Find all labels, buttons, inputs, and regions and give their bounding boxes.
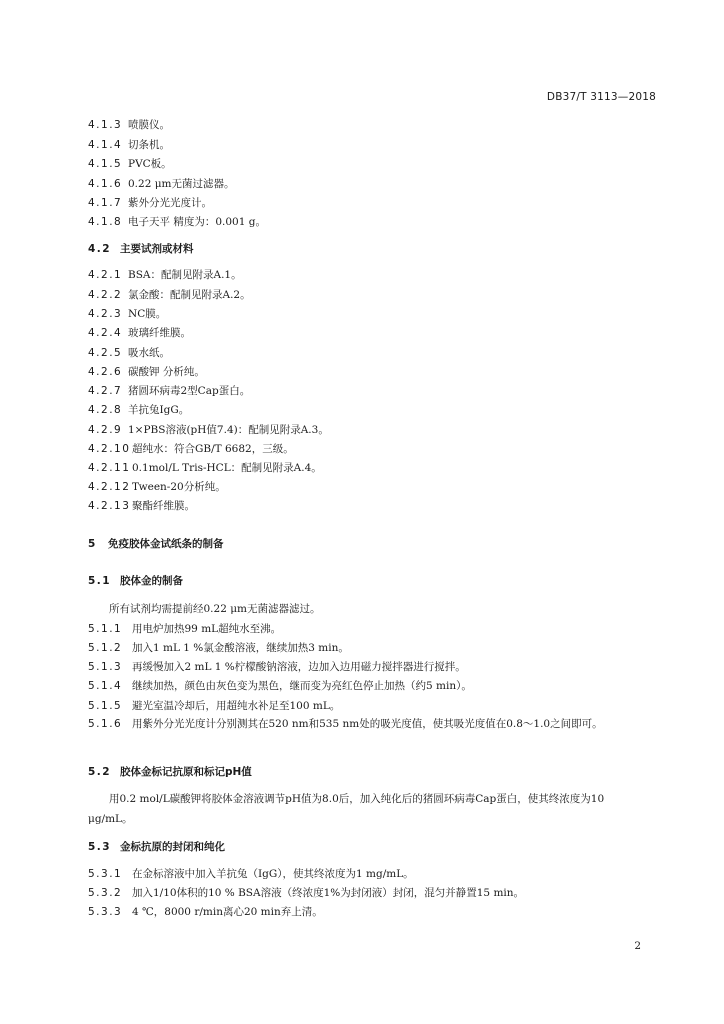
list-item: 4.1.3 喷膜仪。 bbox=[88, 119, 170, 131]
list-item: 4.2.5 吸水纸。 bbox=[88, 347, 170, 359]
chapter-heading: 5 免疫胶体金试纸条的制备 bbox=[88, 538, 224, 550]
list-item: 4.2.10 超纯水：符合GB/T 6682，三级。 bbox=[88, 443, 294, 455]
list-item: 5.3.1 在金标溶液中加入羊抗兔（IgG），使其终浓度为1 mg/mL。 bbox=[88, 868, 414, 880]
list-item: 4.2.2 氯金酸：配制见附录A.2。 bbox=[88, 289, 251, 301]
list-item: 5.1.6 用紫外分光光度计分别测其在520 nm和535 nm处的吸光度值，使其吸光度值在0.8～1.0之间即可。 bbox=[88, 718, 603, 730]
list-item: 4.2.12 Tween-20分析纯。 bbox=[88, 481, 226, 493]
list-item: 4.1.5 PVC板。 bbox=[88, 158, 172, 170]
section-heading: 4.2 主要试剂或材料 bbox=[88, 243, 194, 255]
section-heading: 5.1 胶体金的制备 bbox=[88, 575, 183, 587]
list-item: 5.3.2 加入1/10体积的10 % BSA溶液（终浓度1%为封闭液）封闭，混匀并静置15 min。 bbox=[88, 887, 525, 899]
paragraph: 用0.2 mol/L碳酸钾将胶体金溶液调节pH值为8.0后，加入纯化后的猪圆环病毒Cap蛋白，使其终浓度为10 μg/mL。 bbox=[88, 793, 605, 825]
paragraph: 所有试剂均需提前经0.22 μm无菌滤器滤过。 bbox=[109, 603, 321, 615]
list-item: 4.2.11 0.1mol/L Tris-HCL：配制见附录A.4。 bbox=[88, 462, 322, 474]
list-item: 5.1.3 再缓慢加入2 mL 1 %柠檬酸钠溶液，边加入边用磁力搅拌器进行搅拌。 bbox=[88, 661, 466, 673]
list-item: 4.2.9 1×PBS溶液(pH值7.4)：配制见附录A.3。 bbox=[88, 424, 329, 436]
list-item: 4.1.7 紫外分光光度计。 bbox=[88, 197, 212, 209]
list-item: 4.2.1 BSA：配制见附录A.1。 bbox=[88, 269, 242, 281]
list-item: 5.1.5 避光室温冷却后，用超纯水补足至100 mL。 bbox=[88, 700, 341, 712]
list-item: 5.1.4 继续加热，颜色由灰色变为黑色，继而变为亮红色停止加热（约5 min）。 bbox=[88, 680, 472, 692]
section-heading: 5.3 金标抗原的封闭和纯化 bbox=[88, 841, 225, 853]
section-heading: 5.2 胶体金标记抗原和标记pH值 bbox=[88, 766, 252, 778]
list-item: 4.2.6 碳酸钾 分析纯。 bbox=[88, 366, 205, 378]
list-item: 4.2.8 羊抗兔IgG。 bbox=[88, 404, 190, 416]
document-id: DB37/T 3113—2018 bbox=[546, 91, 656, 103]
list-item: 4.1.6 0.22 μm无菌过滤器。 bbox=[88, 178, 235, 190]
list-item: 4.1.4 切条机。 bbox=[88, 139, 170, 151]
list-item: 4.2.13 聚酯纤维膜。 bbox=[88, 500, 195, 512]
page-number: 2 bbox=[634, 940, 641, 952]
list-item: 5.3.3 4 ℃，8000 r/min离心20 min弃上清。 bbox=[88, 906, 323, 918]
list-item: 4.2.7 猪圆环病毒2型Cap蛋白。 bbox=[88, 385, 251, 397]
list-item: 4.1.8 电子天平 精度为：0.001 g。 bbox=[88, 216, 266, 228]
list-item: 5.1.2 加入1 mL 1 %氯金酸溶液，继续加热3 min。 bbox=[88, 642, 349, 654]
list-item: 4.2.4 玻璃纤维膜。 bbox=[88, 327, 191, 339]
list-item: 5.1.1 用电炉加热99 mL超纯水至沸。 bbox=[88, 623, 282, 635]
list-item: 4.2.3 NC膜。 bbox=[88, 308, 167, 320]
